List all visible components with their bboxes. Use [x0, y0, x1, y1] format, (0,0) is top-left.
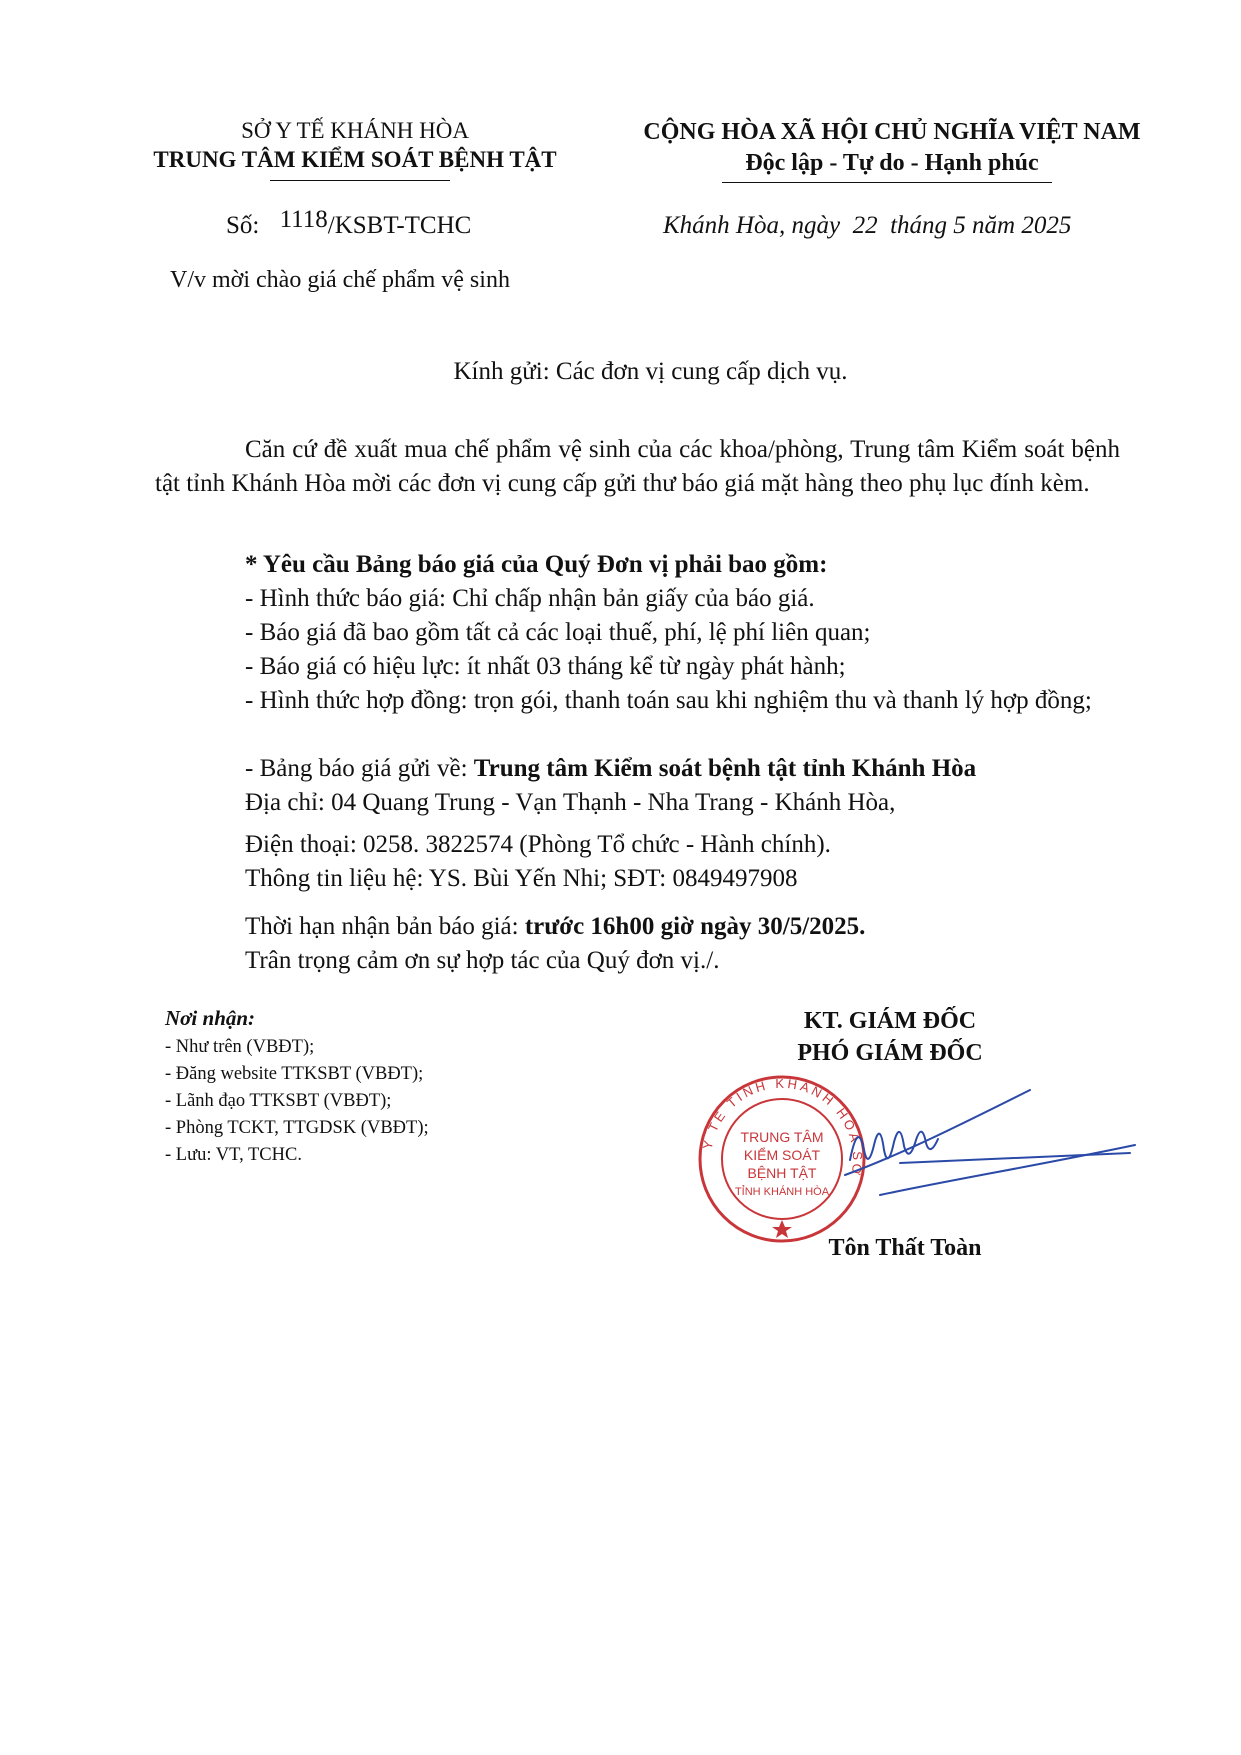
stamp-line-1: TRUNG TÂM	[740, 1129, 824, 1145]
stamp-line-4: TỈNH KHÁNH HÒA	[734, 1186, 830, 1198]
recipient-item: - Như trên (VBĐT);	[165, 1037, 315, 1057]
send-to-line	[155, 752, 1210, 786]
signer-role-1: KT. GIÁM ĐỐC	[803, 1008, 977, 1034]
motto: Độc lập - Tự do - Hạnh phúc	[745, 150, 1039, 176]
agency-name: TRUNG TÂM KIỂM SOÁT BỆNH TẬT	[153, 147, 557, 172]
handwritten-signature	[840, 1085, 1140, 1205]
republic-title: CỘNG HÒA XÃ HỘI CHỦ NGHĨA VIỆT NAM	[643, 119, 1141, 145]
requirement-1: - Hình thức báo giá: Chỉ chấp nhận bản giấy của báo giá.	[245, 585, 815, 612]
agency-parent: SỞ Y TẾ KHÁNH HÒA	[241, 118, 469, 143]
doc-number	[226, 206, 472, 242]
intro-paragraph: Căn cứ đề xuất mua chế phẩm vệ sinh của các khoa/phòng, Trung tâm Kiểm soát bệnh tật tỉnh Khánh Hòa mời các đơn vị cung cấp gửi thư báo giá mặt hàng theo phụ lục đính kèm.	[155, 436, 1120, 497]
deadline-line	[155, 910, 1210, 944]
contact-line: Thông tin liệu hệ: YS. Bùi Yến Nhi; SĐT: 0849497908	[245, 865, 798, 892]
recipient-item: - Lưu: VT, TCHC.	[165, 1145, 302, 1165]
salutation	[0, 355, 1241, 388]
signer-name: Tôn Thất Toàn	[828, 1235, 982, 1261]
requirement-2: - Báo giá đã bao gồm tất cả các loại thuế, phí, lệ phí liên quan;	[245, 619, 871, 646]
requirement-3: - Báo giá có hiệu lực: ít nhất 03 tháng kể từ ngày phát hành;	[245, 653, 846, 680]
stamp-line-2: KIỂM SOÁT	[743, 1147, 821, 1163]
salutation-text: Kính gửi: Các đơn vị cung cấp dịch vụ.	[453, 358, 848, 385]
stamp-line-3: BỆNH TẬT	[747, 1165, 817, 1181]
subject-line: V/v mời chào giá chế phẩm vệ sinh	[170, 267, 510, 293]
requirement-4: - Hình thức hợp đồng: trọn gói, thanh toán sau khi nghiệm thu và thanh lý hợp đồng;	[245, 687, 1092, 714]
stamp-ring-text: Y TẾ TỈNH KHÁNH HÒA SỞ	[699, 1075, 866, 1179]
address-line: Địa chỉ: 04 Quang Trung - Vạn Thạnh - Nha Trang - Khánh Hòa,	[245, 789, 896, 816]
requirements-title: * Yêu cầu Bảng báo giá của Quý Đơn vị phải bao gồm:	[245, 551, 828, 578]
thanks-line: Trân trọng cảm ơn sự hợp tác của Quý đơn vị./.	[245, 947, 720, 974]
deadline-label: Thời hạn nhận bản báo giá:	[245, 913, 525, 940]
recipients-title: Nơi nhận:	[165, 1006, 256, 1030]
doc-number-suffix: /KSBT-TCHC	[327, 212, 472, 239]
motto-underline	[722, 182, 1052, 183]
phone-line: Điện thoại: 0258. 3822574 (Phòng Tổ chức - Hành chính).	[245, 831, 831, 858]
recipient-item: - Lãnh đạo TTKSBT (VBĐT);	[165, 1091, 392, 1111]
doc-number-value: 1118	[279, 206, 328, 233]
send-to-label: - Bảng báo giá gửi về:	[245, 755, 474, 782]
recipient-item: - Đăng website TTKSBT (VBĐT);	[165, 1064, 424, 1084]
agency-underline	[270, 180, 450, 181]
signer-role-2: PHÓ GIÁM ĐỐC	[797, 1040, 983, 1066]
doc-number-label: Số:	[226, 212, 260, 239]
place-date: Khánh Hòa, ngày 22 tháng 5 năm 2025	[663, 212, 1072, 239]
send-to-name: Trung tâm Kiểm soát bệnh tật tỉnh Khánh Hòa	[473, 755, 977, 782]
deadline-value: trước 16h00 giờ ngày 30/5/2025.	[524, 913, 866, 940]
recipient-item: - Phòng TCKT, TTGDSK (VBĐT);	[165, 1118, 429, 1138]
